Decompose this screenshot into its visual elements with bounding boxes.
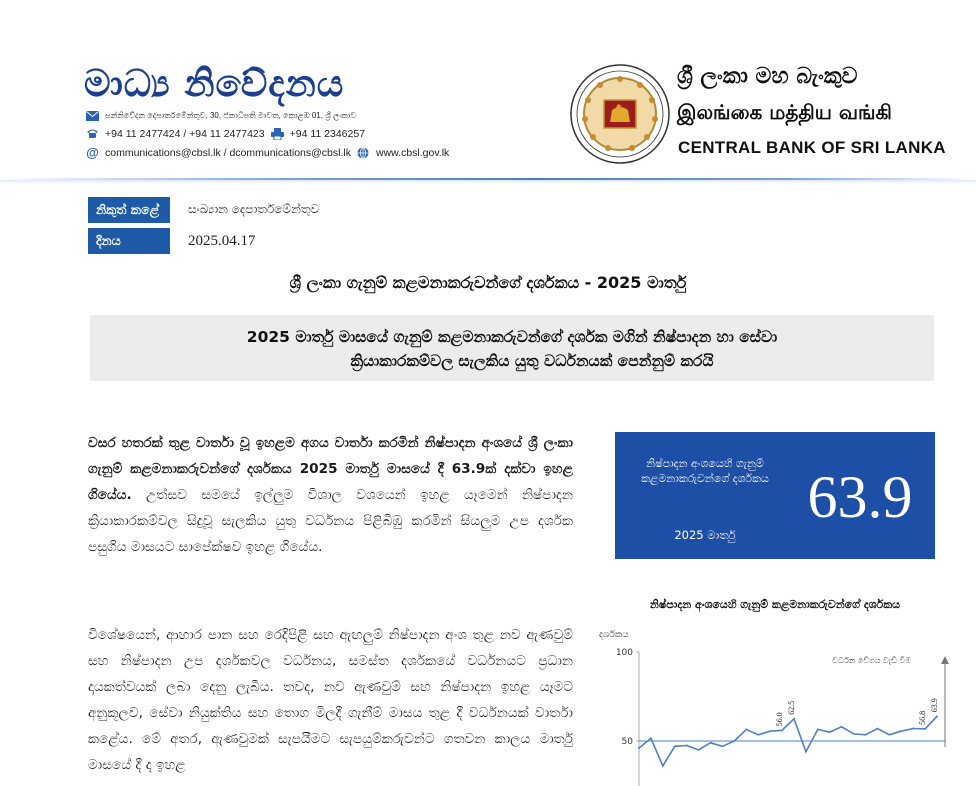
email-addresses[interactable]: communications@cbsl.lk / dcommunications@cbsl.lk: [105, 146, 351, 159]
globe-icon: [357, 146, 370, 159]
highlight-line-1: 2025 මාර්තු මාසයේ ගැනුම් කළමනාකරුවන්ගේ දර්ශක මගින් නිෂ්පාදන හා සේවා: [246, 328, 778, 346]
stat-value: 63.9: [807, 464, 913, 530]
chart-point: [805, 751, 807, 753]
issued-by-label: නිකුත් කළේ: [88, 197, 170, 223]
phone-line: [86, 127, 365, 140]
stat-month: 2025 මාර්තු: [674, 528, 736, 542]
phone-icon: [86, 127, 99, 140]
website-link[interactable]: www.cbsl.gov.lk: [375, 146, 450, 159]
chart-point: [936, 715, 938, 717]
chart-y-tick-label: 50: [621, 737, 633, 747]
paragraph-1-rest: උත්සව සමයේ ඉල්ලුම විශාල වශයෙන් ඉහළ යෑමෙන් නිෂ්පාදන ක්‍රියාකාරකම්වල සිදුවූ සැලකිය යුතු වර්ධනය පිළිබිඹු කරමින් සියලුම උප දර්ශක පසුගිය මාසයට සාපේක්ෂව ඉහළ ගියේය.: [88, 487, 573, 555]
chart-point: [757, 734, 759, 736]
chart-point: [638, 747, 640, 749]
phone-numbers: +94 11 2477424 / +94 11 2477423: [105, 127, 265, 140]
pmi-line-chart: [595, 630, 955, 786]
envelope-icon: [86, 109, 99, 122]
paragraph-2: විශේෂයෙන්, ආහාර පාන සහ රෙදිපිළි සහ ඇඟලුම් නිෂ්පාදන අංශ තුළ නව ඇණවුම් සහ නිෂ්පාදන උප දර්ශකවල වර්ධනය, සමස්ත දර්ශකයේ වර්ධනයට ප්‍රධාන දායකත්වයක් ලබා දෙනු ලැබීය. තවද, නව ඇණවුම් සහ නිෂ්පාදන ඉහළ යෑමට අනුකූලව, සේවා නියුක්තිය සහ තොග මිලදී ගැනීම් මාසය තුළ දී වර්ධනයක් වාර්තා කළේය. මේ අතර, ඇණවුමක් සැපයීමට සැපයුම්කරුවන්ට ගතවන කාලය මාර්තු මාසයේ දී ද ඉහළ: [88, 627, 573, 773]
paragraph-1-bold: වසර හතරක් තුළ වාර්තා වූ ඉහළම අගය වාර්තා කරමින් නිෂ්පාදන අංශයේ ශ්‍රී ලංකා ගැනුම් කළමනාකරුවන්ගේ දර්ශකය 2025 මාර්තු මාසයේ දී 63.9ක් දක්වා ඉහළ ගියේය.: [88, 435, 573, 503]
at-icon: @: [86, 145, 99, 160]
chart-point: [900, 730, 902, 732]
chart-point: [698, 749, 700, 751]
fax-icon: [271, 127, 284, 140]
chart-arrow-icon: [941, 656, 949, 664]
date-value: 2025.04.17: [188, 233, 256, 249]
bank-name-english: CENTRAL BANK OF SRI LANKA: [678, 138, 946, 157]
chart-point: [841, 726, 843, 728]
chart-point: [817, 729, 819, 731]
chart-data-label: 62.5: [786, 700, 796, 715]
chart-y-axis-label: දර්ශකය: [599, 630, 629, 640]
pmi-stat-box: [615, 432, 935, 559]
chart-data-label: 56.8: [918, 710, 928, 725]
header-divider: [0, 178, 976, 184]
chart-point: [733, 740, 735, 742]
chart-data-label: 63.9: [930, 698, 939, 713]
bank-name-sinhala: ශ්‍රී ලංකා මහ බැංකුව: [677, 64, 858, 89]
email-line: [86, 146, 449, 159]
press-release-title: මාධ්‍ය නිවේදනය: [84, 62, 345, 105]
bank-name-tamil: இலங்கை மத்திய வங்கி: [677, 100, 892, 124]
address-line: [86, 109, 356, 122]
stat-label: නිෂ්පාදන අංශයෙහි ගැනුම් කළමනාකරුවන්ගේ දර්ශකය: [641, 457, 769, 485]
address-text: සන්නිවේදන දෙපාර්තමේන්තුව, 30, ජනාධිපති මාවත, කොළඹ 01, ශ්‍රී ලංකාව: [105, 110, 357, 120]
chart-point: [888, 734, 890, 736]
chart-point: [650, 737, 652, 739]
chart-point: [686, 745, 688, 747]
chart-point: [912, 728, 914, 730]
central-bank-seal-logo: [570, 64, 670, 164]
chart-y-tick-label: 100: [615, 648, 633, 658]
chart-legend-note: වර්ධන වේගය වැඩි වීම: [832, 656, 911, 665]
issued-by-value: සංඛ්‍යාන දෙපාර්තමේන්තුව: [188, 202, 320, 216]
chart-point: [793, 718, 795, 720]
chart-point: [865, 734, 867, 736]
chart-point: [769, 730, 771, 732]
chart-point: [662, 765, 664, 767]
chart-point: [924, 728, 926, 730]
chart-point: [710, 742, 712, 744]
date-label: දිනය: [88, 228, 170, 254]
highlight-box: [90, 315, 934, 381]
paragraph-1: [88, 430, 573, 560]
chart-point: [745, 729, 747, 731]
document-title: ශ්‍රී ලංකා ගැනුම් කළමනාකරුවන්ගේ දර්ශකය - 2025 මාර්තු: [289, 273, 687, 292]
chart-point: [877, 728, 879, 730]
chart-point: [674, 745, 676, 747]
fax-number: +94 11 2346257: [289, 127, 366, 140]
chart-point: [853, 733, 855, 735]
chart-data-label: 56.0: [775, 712, 785, 727]
chart-point: [722, 745, 724, 747]
highlight-line-2: ක්‍රියාකාරකම්වල සැලකිය යුතු වර්ධනයක් පෙන්නුම් කරයි: [350, 352, 714, 370]
chart-point: [829, 731, 831, 733]
chart-title: නිෂ්පාදන අංශයෙහි ගැනුම් කළමනාකරුවන්ගේ දර්ශකය: [649, 598, 901, 611]
chart-point: [781, 729, 783, 731]
